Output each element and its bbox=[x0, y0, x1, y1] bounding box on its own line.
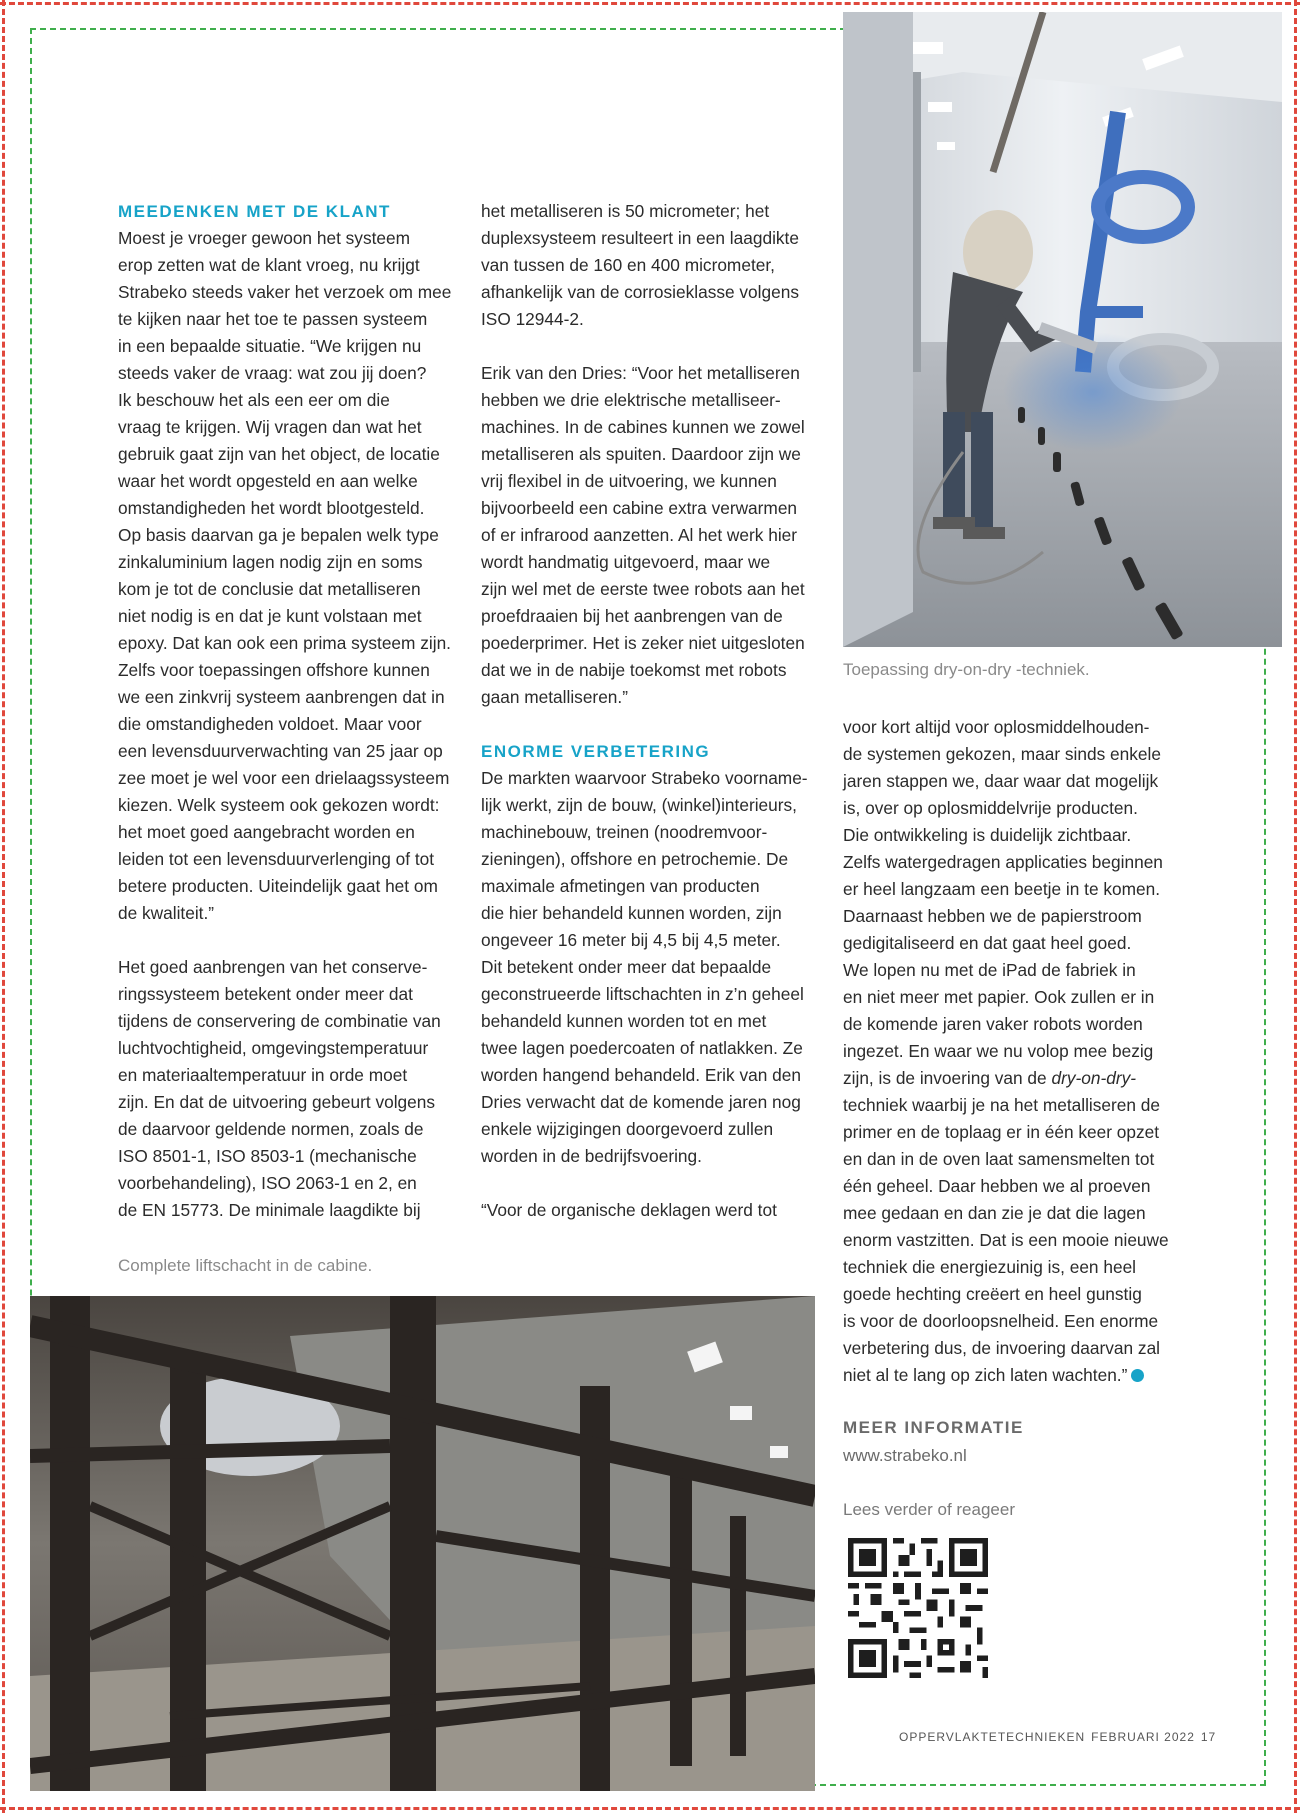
page-footer bbox=[893, 1730, 1216, 1744]
column2-paragraph-2: Erik van den Dries: “Voor het metalliseren hebben we drie elektrische metalliseer- machines. In de cabines kunnen we zowel metalliseren als spuiten. Daardoor zijn we vrij flexibel in de uitvoering, we kunnen bijvoorbeeld een cabine extra verwarmen of er infrarood aanzetten. Al het werk hier wordt handmatig uitgevoerd, maar we zijn wel met de eerste twee robots aan het proefdraaien bij het aanbrengen van de poederprimer. Het is zeker niet uitgesloten dat we in de nabije toekomst met robots gaan metalliseren.” bbox=[481, 363, 805, 707]
photo-lift-shaft bbox=[30, 1296, 815, 1791]
column3-text-after: techniek waarbij je na het metalliseren de primer en de toplaag er in één keer opzet en dan in de oven laat samensmelten tot één geheel. Daar hebben we al proeven mee gedaan en dan zie je dat die lagen enorm vastzitten. Dat is een mooie nieuwe techniek die energiezuinig is, een heel goede hechting creëert en heel gunstig is voor de doorloopsnelheid. Een enorme verbetering dus, de invoering daarvan zal niet al te lang op zich laten wachten.” bbox=[843, 1095, 1169, 1385]
photo-caption-bottom: Complete liftschacht in de cabine. bbox=[118, 1256, 373, 1275]
column1-paragraph-2: Het goed aanbrengen van het conserve- ringssysteem betekent onder meer dat tijdens de conservering de combinatie van luchtvochtigheid, omgevingstemperatuur en materiaaltemperatuur in orde moet zijn. En dat de uitvoering gebeurt volgens de daarvoor geldende normen, zoals de ISO 8501-1, ISO 8503-1 (mechanische voorbehandeling), ISO 2063-1 en 2, en de EN 15773. De minimale laagdikte bij bbox=[118, 957, 441, 1220]
article-column-2 bbox=[481, 198, 816, 1224]
footer-page-number: 17 bbox=[1200, 1730, 1217, 1744]
section-heading-meedenken: MEEDENKEN MET DE KLANT bbox=[118, 202, 391, 221]
section-heading-enorme-verbetering: ENORME VERBETERING bbox=[481, 742, 711, 761]
column3-paragraph bbox=[843, 714, 1178, 1389]
photo-caption-top: Toepassing dry-on-dry -techniek. bbox=[843, 660, 1090, 679]
more-info-heading: MEER INFORMATIE bbox=[843, 1418, 1024, 1437]
lift-shaft-illustration bbox=[30, 1296, 815, 1791]
crop-mark-top bbox=[0, 2, 1300, 5]
footer-issue: FEBRUARI 2022 bbox=[1091, 1730, 1195, 1744]
article-column-1 bbox=[118, 198, 463, 1224]
crop-mark-right bbox=[1294, 0, 1297, 1813]
column2-paragraph-3: De markten waarvoor Strabeko voorname- lijk werkt, zijn de bouw, (winkel)interieurs, machinebouw, treinen (noodremvoor- zieningen), offshore en petrochemie. De maximale afmetingen van producten die hier behandeld kunnen worden, zijn ongeveer 16 meter bij 4,5 bij 4,5 meter. Dit betekent onder meer dat bepaalde geconstrueerde liftschachten in z’n geheel behandeld kunnen worden tot en met twee lagen poedercoaten of natlakken. Ze worden hangend behandeld. Erik van den Dries verwacht dat de komende jaren nog enkele wijzigingen doorgevoerd zullen worden in de bedrijfsvoering. bbox=[481, 768, 808, 1166]
crop-mark-bottom bbox=[0, 1807, 1300, 1810]
spray-cabin-illustration bbox=[843, 12, 1282, 647]
qr-code-icon[interactable] bbox=[848, 1538, 988, 1678]
photo-spray-cabin bbox=[843, 12, 1282, 647]
column2-paragraph-1: het metalliseren is 50 micrometer; het duplexsysteem resulteert in een laagdikte van tussen de 160 en 400 micrometer, afhankelijk van de corrosieklasse volgens ISO 12944-2. bbox=[481, 201, 799, 329]
crop-mark-left bbox=[2, 0, 5, 1813]
article-column-3 bbox=[843, 714, 1178, 1389]
more-info-url-link[interactable]: www.strabeko.nl bbox=[843, 1446, 967, 1465]
column2-paragraph-4: “Voor de organische deklagen werd tot bbox=[481, 1200, 777, 1220]
column3-emphasis: dry-on-dry- bbox=[1051, 1068, 1136, 1088]
read-more-label: Lees verder of reageer bbox=[843, 1500, 1015, 1519]
column3-text-before: voor kort altijd voor oplosmiddelhouden- de systemen gekozen, maar sinds enkele jaren stappen we, daar waar dat mogelijk is, over op oplosmiddelvrije producten. Die ontwikkeling is duidelijk zichtbaar. Zelfs watergedragen applicaties beginnen er heel langzaam een beetje in te komen. Daarnaast hebben we de papierstroom gedigitaliseerd en dat gaat heel goed. We lopen nu met de iPad de fabriek in en niet meer met papier. Ook zullen er in de komende jaren vaker robots worden ingezet. En waar we nu volop mee bezig zijn, is de invoering van de bbox=[843, 717, 1163, 1088]
column1-paragraph-1: Moest je vroeger gewoon het systeem erop zetten wat de klant vroeg, nu krijgt Strabeko steeds vaker het verzoek om mee te kijken naar het toe te passen systeem in een bepaalde situatie. “We krijgen nu steeds vaker de vraag: wat zou jij doen? Ik beschouw het als een eer om die vraag te krijgen. Wij vragen dan wat het gebruik gaat zijn van het object, de locatie waar het wordt opgesteld en aan welke omstandigheden het wordt blootgesteld. Op basis daarvan ga je bepalen welk type zinkaluminium lagen nodig zijn en soms kom je tot de conclusie dat metalliseren niet nodig is en dat je kunt volstaan met epoxy. Dat kan ook een prima systeem zijn. Zelfs voor toepassingen offshore kunnen we een zinkvrij systeem aanbrengen dat in die omstandigheden voldoet. Maar voor een levensduurverwachting van 25 jaar op zee moet je wel voor een drielaagssysteem kiezen. Welk systeem ook gekozen wordt: het moet goed aangebracht worden en leiden tot een levensduurverlenging of tot betere producten. Uiteindelijk gaat het om de kwaliteit.” bbox=[118, 228, 452, 923]
end-of-article-dot bbox=[1131, 1369, 1144, 1382]
footer-magazine: OPPERVLAKTETECHNIEKEN bbox=[899, 1730, 1086, 1744]
